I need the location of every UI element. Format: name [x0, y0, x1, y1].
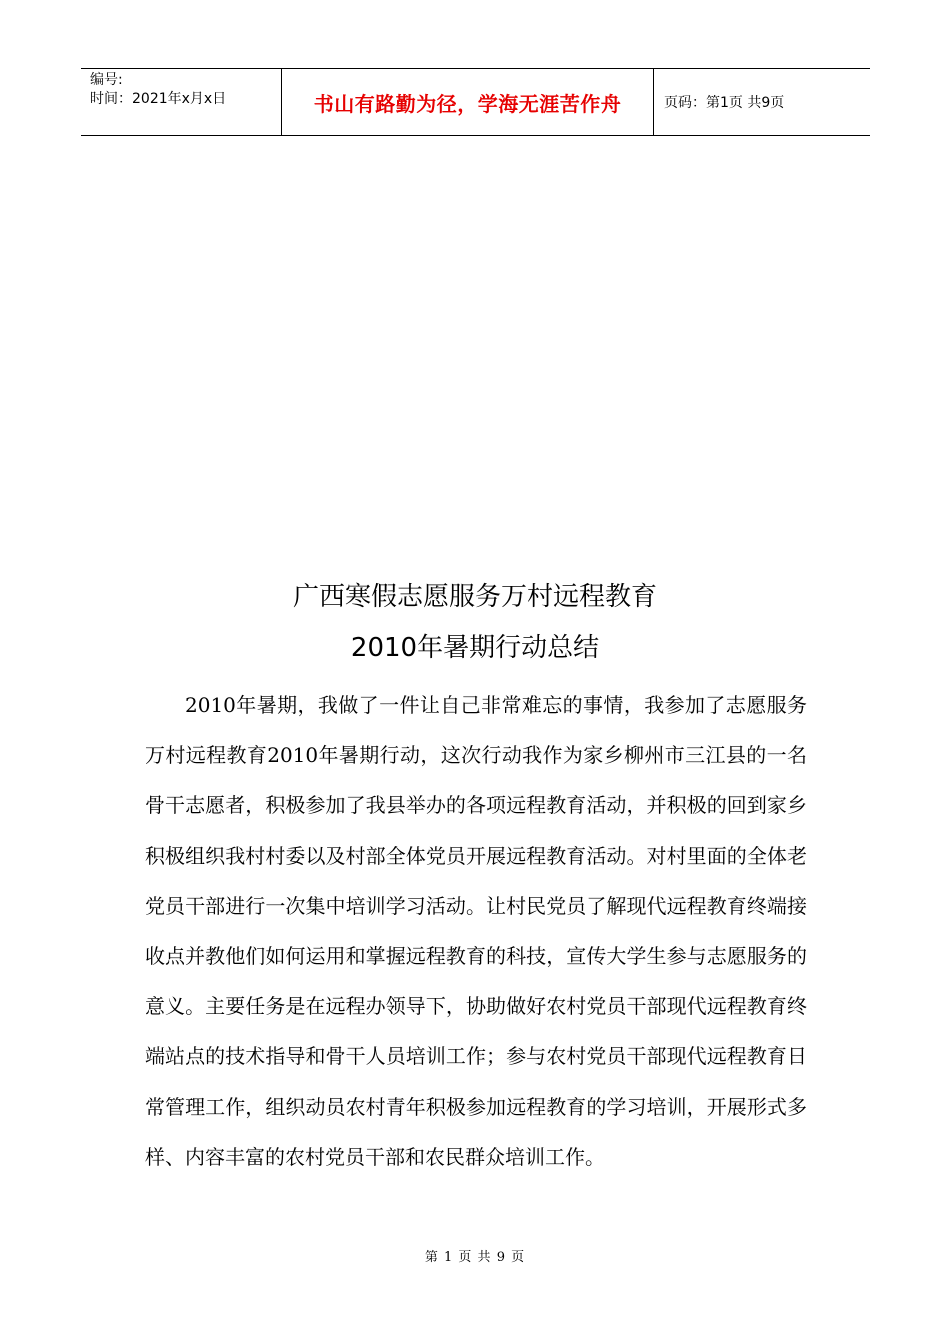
page-header: [81, 68, 870, 136]
number-label: 编号:: [90, 72, 123, 88]
body-paragraph: 2010年暑期，我做了一件让自己非常难忘的事情，我参加了志愿服务万村远程教育2010年暑期行动，这次行动我作为家乡柳州市三江县的一名骨干志愿者，积极参加了我县举办的各项远程教育活动，并积极的回到家乡积极组织我村村委以及村部全体党员开展远程教育活动。对村里面的全体老党员干部进行一次集中培训学习活动。让村民党员了解现代远程教育终端接收点并教他们如何运用和掌握远程教育的科技，宣传大学生参与志愿服务的意义。主要任务是在远程办领导下，协助做好农村党员干部现代远程教育终端站点的技术指导和骨干人员培训工作；参与农村党员干部现代远程教育日常管理工作，组织动员农村青年积极参加远程教育的学习培训，开展形式多样、内容丰富的农村党员干部和农民群众培训工作。: [145, 693, 807, 1169]
header-meta: [81, 69, 282, 135]
page-footer: 第 1 页 共 9 页: [424, 1250, 526, 1265]
document-title-line2: 2010年暑期行动总结: [350, 633, 600, 663]
document-title-line1: 广西寒假志愿服务万村远程教育: [292, 582, 657, 612]
time-label: 时间：2021年x月x日: [90, 91, 227, 107]
header-page-label: 页码：第1页 共9页: [664, 95, 785, 111]
header-motto: 书山有路勤为径，学海无涯苦作舟: [282, 69, 654, 135]
